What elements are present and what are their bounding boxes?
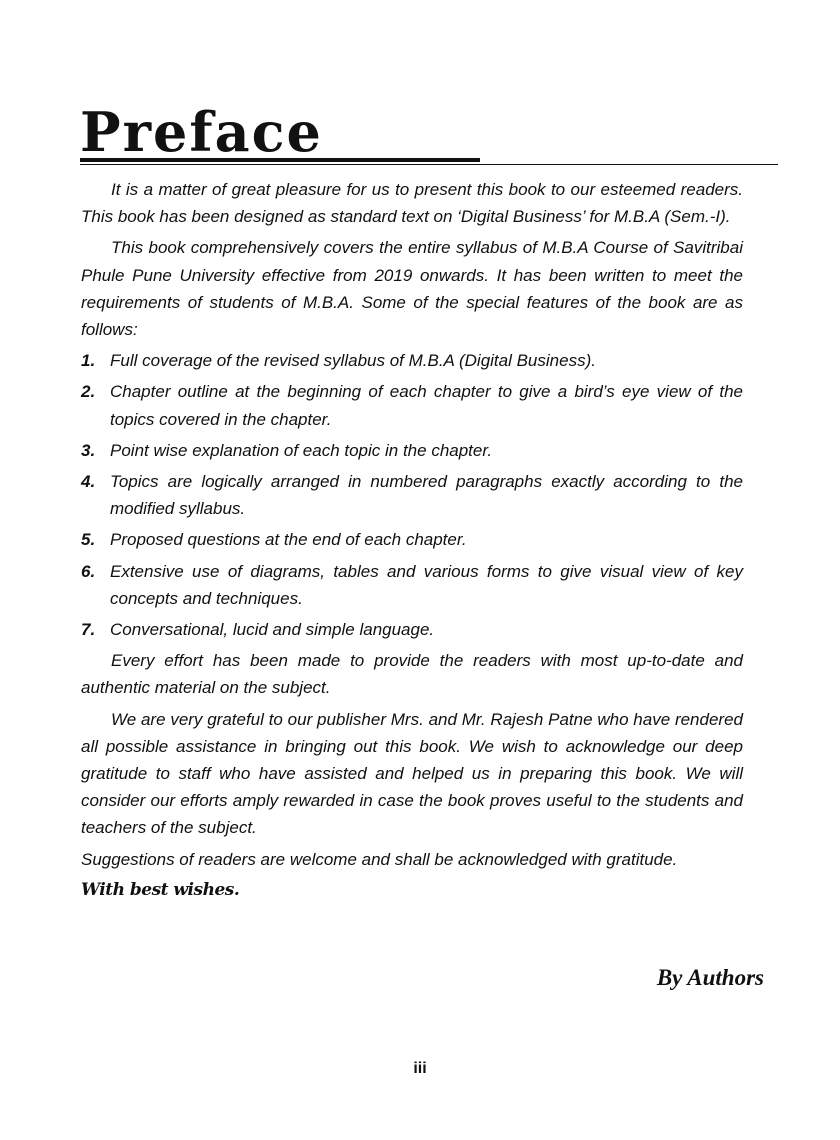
list-item-text: Topics are logically arranged in numbered paragraphs exactly according to the modified syllabus. bbox=[110, 472, 743, 519]
list-item bbox=[81, 616, 743, 643]
author-signature: By Authors bbox=[656, 965, 764, 990]
list-item bbox=[81, 526, 743, 553]
intro-paragraph: It is a matter of great pleasure for us to present this book to our esteemed readers. This book has been designed as standard text on ‘Digital Business’ for M.B.A (Sem.-I). bbox=[81, 180, 743, 227]
list-item-text: Extensive use of diagrams, tables and various forms to give visual view of key concepts and techniques. bbox=[110, 561, 743, 608]
title-underline-thick bbox=[80, 158, 480, 162]
gratitude-paragraph: We are very grateful to our publisher Mrs. and Mr. Rajesh Patne who have rendered all possible assistance in bringing out this book. We wish to acknowledge our deep gratitude to staff who have assisted and helped us in preparing this book. We will consider our efforts amply rewarded in case the book proves useful to the students and teachers of the subject. bbox=[81, 709, 743, 838]
list-item-number: 6. bbox=[81, 561, 96, 581]
page-number: iii bbox=[413, 1060, 427, 1077]
list-item-number: 1. bbox=[81, 351, 96, 371]
preface-body bbox=[81, 176, 743, 903]
list-item-number: 3. bbox=[81, 440, 96, 460]
list-item-number: 4. bbox=[81, 472, 96, 492]
list-item-number: 5. bbox=[81, 530, 96, 550]
list-item bbox=[81, 347, 743, 374]
list-item-text: Conversational, lucid and simple language. bbox=[110, 620, 435, 640]
list-item-text: Proposed questions at the end of each chapter. bbox=[110, 530, 467, 550]
title-underline-thin bbox=[80, 164, 778, 165]
list-item-text: Chapter outline at the beginning of each chapter to give a bird’s eye view of the topics covered in the chapter. bbox=[110, 382, 743, 429]
features-list bbox=[81, 347, 743, 643]
effort-paragraph: Every effort has been made to provide the readers with most up-to-date and authentic material on the subject. bbox=[81, 651, 743, 698]
list-item-number: 7. bbox=[81, 620, 96, 640]
suggestions-paragraph: Suggestions of readers are welcome and shall be acknowledged with gratitude. bbox=[81, 849, 678, 869]
list-item bbox=[81, 468, 743, 522]
list-item bbox=[81, 558, 743, 612]
closing-line: With best wishes. bbox=[81, 879, 240, 900]
coverage-paragraph: This book comprehensively covers the entire syllabus of M.B.A Course of Savitribai Phule Pune University effective from 2019 onwards. It has been written to meet the requirements of students of M.B.A. Some of the special features of the book are as follows: bbox=[81, 238, 743, 340]
list-item-text: Point wise explanation of each topic in the chapter. bbox=[110, 440, 493, 460]
list-item bbox=[81, 437, 743, 464]
list-item-number: 2. bbox=[81, 382, 96, 402]
list-item-text: Full coverage of the revised syllabus of M.B.A (Digital Business). bbox=[110, 351, 596, 371]
list-item bbox=[81, 378, 743, 432]
page-title: Preface bbox=[80, 100, 323, 164]
